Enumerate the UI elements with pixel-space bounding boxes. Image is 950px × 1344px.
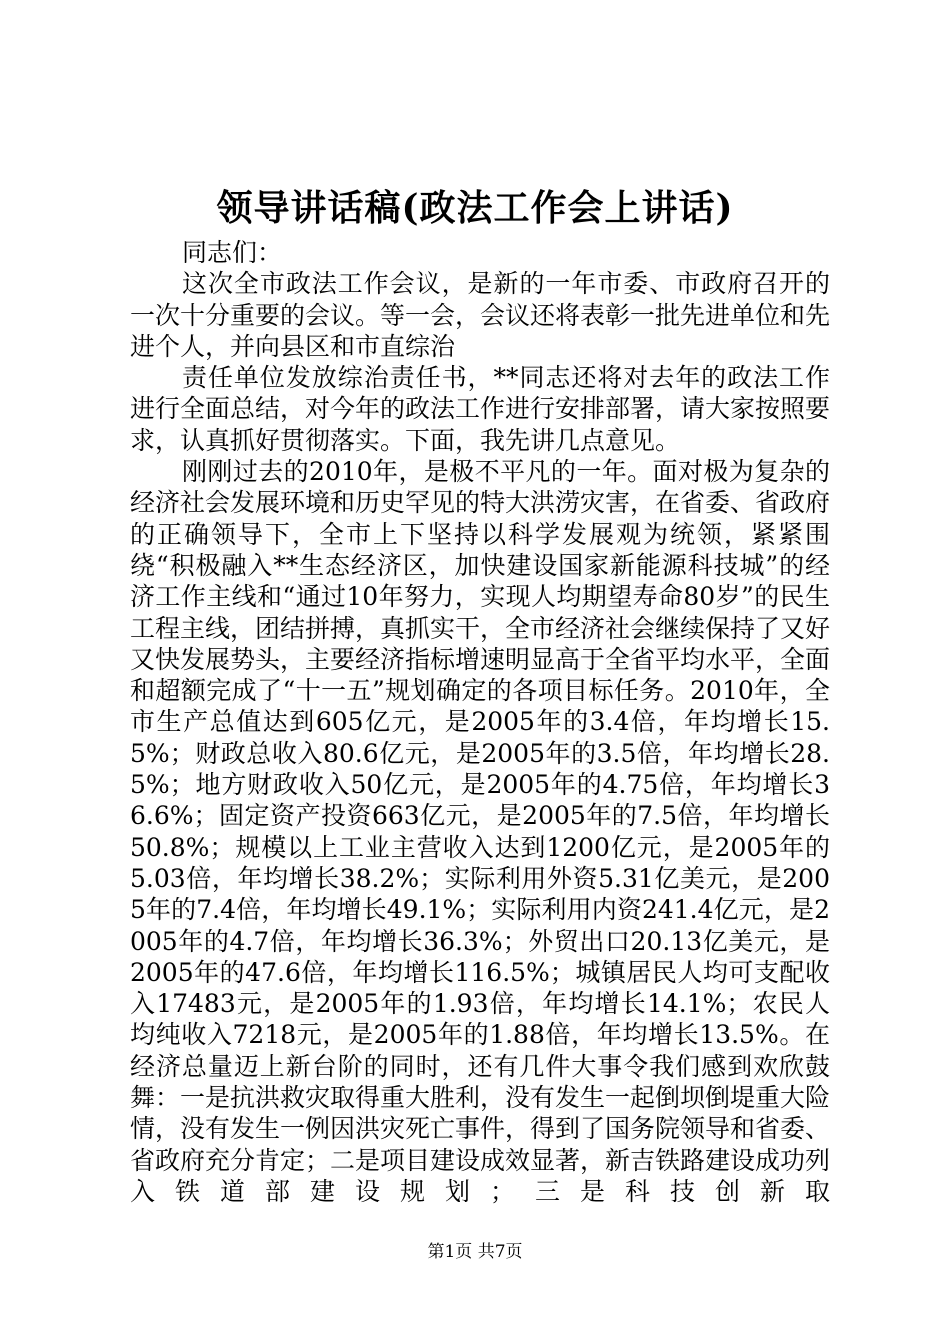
page-number-footer: 第1页 共7页: [427, 1242, 523, 1262]
document-title: 领导讲话稿(政法工作会上讲话): [216, 187, 734, 229]
body-paragraph: 这次全市政法工作会议，是新的一年市委、市政府召开的一次十分重要的会议。等一会，会议还将表彰一批先进单位和先进个人，并向县区和市直综治: [130, 269, 831, 361]
document-body: [130, 237, 830, 1207]
body-paragraph: 责任单位发放综治责任书，**同志还将对去年的政法工作进行全面总结，对今年的政法工作进行安排部署，请大家按照要求，认真抓好贯彻落实。下面，我先讲几点意见。: [130, 363, 831, 455]
salutation-paragraph: 同志们：: [182, 238, 283, 267]
body-paragraph: 刚刚过去的2010年，是极不平凡的一年。面对极为复杂的经济社会发展环境和历史罕见的特大洪涝灾害，在省委、省政府的正确领导下，全市上下坚持以科学发展观为统领，紧紧围绕“积极融入**生态经济区，加快建设国家新能源科技城”的经济工作主线和“通过10年努力，实现人均期望寿命80岁”的民生工程主线，团结拼搏，真抓实干，全市经济社会继续保持了又好又快发展势头，主要经济指标增速明显高于全省平均水平，全面和超额完成了“十一五”规划确定的各项目标任务。2010年，全市生产总值达到605亿元，是2005年的3.4倍，年均增长15.5%；财政总收入80.6亿元，是2005年的3.5倍，年均增长28.5%；地方财政收入50亿元，是2005年的4.75倍，年均增长36.6%；固定资产投资663亿元，是2005年的7.5倍，年均增长50.8%；规模以上工业主营收入达到1200亿元，是2005年的5.03倍，年均增长38.2%；实际利用外资5.31亿美元，是2005年的7.4倍，年均增长49.1%；实际利用内资241.4亿元，是2005年的4.7倍，年均增长36.3%；外贸出口20.13亿美元，是2005年的47.6倍，年均增长116.5%；城镇居民人均可支配收入17483元，是2005年的1.93倍，年均增长14.1%；农民人均纯收入7218元，是2005年的1.88倍，年均增长13.5%。在经济总量迈上新台阶的同时，还有几件大事令我们感到欢欣鼓舞：一是抗洪救灾取得重大胜利，没有发生一起倒坝倒堤重大险情，没有发生一例因洪灾死亡事件，得到了国务院领导和省委、省政府充分肯定；二是项目建设成效显著，新吉铁路建设成功列入铁道部建设规划；三是科技创新取: [130, 457, 831, 1206]
